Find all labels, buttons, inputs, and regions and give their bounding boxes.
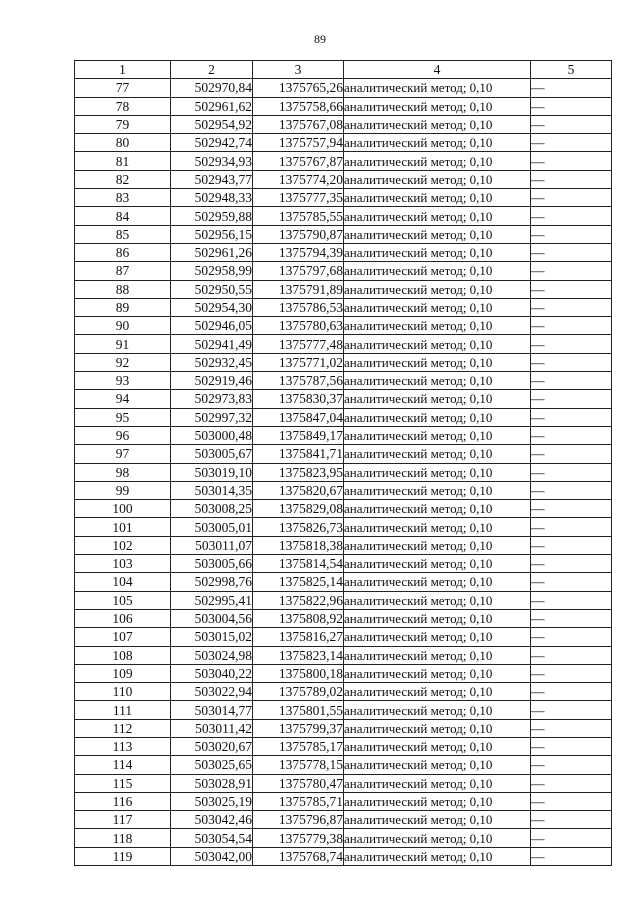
table-row [75, 134, 612, 152]
y-coordinate-cell: 1375797,68 [253, 262, 344, 280]
point-number-cell: 101 [75, 518, 171, 536]
table-row [75, 115, 612, 133]
x-coordinate-cell: 503011,07 [171, 536, 253, 554]
table-row [75, 573, 612, 591]
note-cell: — [531, 683, 612, 701]
table-row [75, 207, 612, 225]
y-coordinate-cell: 1375767,08 [253, 115, 344, 133]
table-row [75, 390, 612, 408]
x-coordinate-cell: 502961,62 [171, 97, 253, 115]
point-number-cell: 118 [75, 829, 171, 847]
table-row [75, 97, 612, 115]
y-coordinate-cell: 1375794,39 [253, 243, 344, 261]
method-accuracy-cell: аналитический метод; 0,10 [344, 500, 531, 518]
x-coordinate-cell: 503019,10 [171, 463, 253, 481]
table-row [75, 829, 612, 847]
point-number-cell: 89 [75, 298, 171, 316]
point-number-cell: 97 [75, 445, 171, 463]
table-row [75, 646, 612, 664]
x-coordinate-cell: 502995,41 [171, 591, 253, 609]
method-accuracy-cell: аналитический метод; 0,10 [344, 390, 531, 408]
point-number-cell: 91 [75, 335, 171, 353]
point-number-cell: 103 [75, 555, 171, 573]
x-coordinate-cell: 502954,92 [171, 115, 253, 133]
y-coordinate-cell: 1375785,17 [253, 737, 344, 755]
y-coordinate-cell: 1375818,38 [253, 536, 344, 554]
column-header-1: 1 [75, 61, 171, 79]
note-cell: — [531, 225, 612, 243]
note-cell: — [531, 628, 612, 646]
y-coordinate-cell: 1375823,95 [253, 463, 344, 481]
table-row [75, 683, 612, 701]
method-accuracy-cell: аналитический метод; 0,10 [344, 79, 531, 97]
x-coordinate-cell: 503040,22 [171, 664, 253, 682]
table-row [75, 79, 612, 97]
y-coordinate-cell: 1375777,48 [253, 335, 344, 353]
point-number-cell: 87 [75, 262, 171, 280]
method-accuracy-cell: аналитический метод; 0,10 [344, 207, 531, 225]
x-coordinate-cell: 502942,74 [171, 134, 253, 152]
method-accuracy-cell: аналитический метод; 0,10 [344, 426, 531, 444]
table-row [75, 463, 612, 481]
y-coordinate-cell: 1375791,89 [253, 280, 344, 298]
table-row [75, 298, 612, 316]
note-cell: — [531, 243, 612, 261]
point-number-cell: 84 [75, 207, 171, 225]
x-coordinate-cell: 503025,19 [171, 792, 253, 810]
table-row [75, 792, 612, 810]
note-cell: — [531, 555, 612, 573]
x-coordinate-cell: 502943,77 [171, 170, 253, 188]
point-number-cell: 106 [75, 609, 171, 627]
x-coordinate-cell: 503005,01 [171, 518, 253, 536]
note-cell: — [531, 737, 612, 755]
coordinates-table [74, 60, 612, 866]
method-accuracy-cell: аналитический метод; 0,10 [344, 481, 531, 499]
note-cell: — [531, 152, 612, 170]
method-accuracy-cell: аналитический метод; 0,10 [344, 225, 531, 243]
y-coordinate-cell: 1375800,18 [253, 664, 344, 682]
page-number: 89 [314, 32, 326, 46]
method-accuracy-cell: аналитический метод; 0,10 [344, 317, 531, 335]
method-accuracy-cell: аналитический метод; 0,10 [344, 335, 531, 353]
x-coordinate-cell: 502950,55 [171, 280, 253, 298]
method-accuracy-cell: аналитический метод; 0,10 [344, 591, 531, 609]
y-coordinate-cell: 1375778,15 [253, 756, 344, 774]
method-accuracy-cell: аналитический метод; 0,10 [344, 737, 531, 755]
method-accuracy-cell: аналитический метод; 0,10 [344, 811, 531, 829]
note-cell: — [531, 774, 612, 792]
point-number-cell: 115 [75, 774, 171, 792]
x-coordinate-cell: 502959,88 [171, 207, 253, 225]
point-number-cell: 81 [75, 152, 171, 170]
y-coordinate-cell: 1375841,71 [253, 445, 344, 463]
table-row [75, 481, 612, 499]
point-number-cell: 92 [75, 353, 171, 371]
table-row [75, 811, 612, 829]
x-coordinate-cell: 502973,83 [171, 390, 253, 408]
x-coordinate-cell: 503000,48 [171, 426, 253, 444]
table-row [75, 225, 612, 243]
x-coordinate-cell: 502934,93 [171, 152, 253, 170]
y-coordinate-cell: 1375820,67 [253, 481, 344, 499]
y-coordinate-cell: 1375780,63 [253, 317, 344, 335]
table-row [75, 170, 612, 188]
note-cell: — [531, 353, 612, 371]
note-cell: — [531, 719, 612, 737]
y-coordinate-cell: 1375829,08 [253, 500, 344, 518]
point-number-cell: 82 [75, 170, 171, 188]
table-row [75, 280, 612, 298]
note-cell: — [531, 207, 612, 225]
method-accuracy-cell: аналитический метод; 0,10 [344, 719, 531, 737]
column-header-5: 5 [531, 61, 612, 79]
table-row [75, 262, 612, 280]
method-accuracy-cell: аналитический метод; 0,10 [344, 463, 531, 481]
method-accuracy-cell: аналитический метод; 0,10 [344, 683, 531, 701]
point-number-cell: 119 [75, 847, 171, 865]
method-accuracy-cell: аналитический метод; 0,10 [344, 829, 531, 847]
note-cell: — [531, 792, 612, 810]
y-coordinate-cell: 1375785,71 [253, 792, 344, 810]
method-accuracy-cell: аналитический метод; 0,10 [344, 445, 531, 463]
x-coordinate-cell: 502948,33 [171, 189, 253, 207]
point-number-cell: 114 [75, 756, 171, 774]
point-number-cell: 90 [75, 317, 171, 335]
table-row [75, 335, 612, 353]
x-coordinate-cell: 503014,35 [171, 481, 253, 499]
method-accuracy-cell: аналитический метод; 0,10 [344, 262, 531, 280]
x-coordinate-cell: 503008,25 [171, 500, 253, 518]
x-coordinate-cell: 503025,65 [171, 756, 253, 774]
point-number-cell: 117 [75, 811, 171, 829]
point-number-cell: 104 [75, 573, 171, 591]
method-accuracy-cell: аналитический метод; 0,10 [344, 298, 531, 316]
note-cell: — [531, 335, 612, 353]
table-row [75, 372, 612, 390]
x-coordinate-cell: 503024,98 [171, 646, 253, 664]
x-coordinate-cell: 503011,42 [171, 719, 253, 737]
note-cell: — [531, 518, 612, 536]
y-coordinate-cell: 1375822,96 [253, 591, 344, 609]
x-coordinate-cell: 503015,02 [171, 628, 253, 646]
point-number-cell: 85 [75, 225, 171, 243]
method-accuracy-cell: аналитический метод; 0,10 [344, 115, 531, 133]
method-accuracy-cell: аналитический метод; 0,10 [344, 792, 531, 810]
table-row [75, 628, 612, 646]
x-coordinate-cell: 503014,77 [171, 701, 253, 719]
note-cell: — [531, 298, 612, 316]
note-cell: — [531, 811, 612, 829]
note-cell: — [531, 134, 612, 152]
point-number-cell: 108 [75, 646, 171, 664]
point-number-cell: 77 [75, 79, 171, 97]
table-row [75, 518, 612, 536]
y-coordinate-cell: 1375758,66 [253, 97, 344, 115]
point-number-cell: 110 [75, 683, 171, 701]
table-row [75, 408, 612, 426]
y-coordinate-cell: 1375825,14 [253, 573, 344, 591]
y-coordinate-cell: 1375808,92 [253, 609, 344, 627]
table-row [75, 243, 612, 261]
point-number-cell: 109 [75, 664, 171, 682]
table-row [75, 664, 612, 682]
x-coordinate-cell: 503004,56 [171, 609, 253, 627]
note-cell: — [531, 646, 612, 664]
x-coordinate-cell: 503005,67 [171, 445, 253, 463]
method-accuracy-cell: аналитический метод; 0,10 [344, 170, 531, 188]
y-coordinate-cell: 1375757,94 [253, 134, 344, 152]
y-coordinate-cell: 1375847,04 [253, 408, 344, 426]
x-coordinate-cell: 503028,91 [171, 774, 253, 792]
y-coordinate-cell: 1375789,02 [253, 683, 344, 701]
table-row [75, 500, 612, 518]
note-cell: — [531, 280, 612, 298]
note-cell: — [531, 372, 612, 390]
note-cell: — [531, 847, 612, 865]
x-coordinate-cell: 502958,99 [171, 262, 253, 280]
note-cell: — [531, 445, 612, 463]
point-number-cell: 79 [75, 115, 171, 133]
table-row [75, 353, 612, 371]
point-number-cell: 96 [75, 426, 171, 444]
y-coordinate-cell: 1375790,87 [253, 225, 344, 243]
point-number-cell: 80 [75, 134, 171, 152]
x-coordinate-cell: 502970,84 [171, 79, 253, 97]
note-cell: — [531, 79, 612, 97]
table-row [75, 445, 612, 463]
method-accuracy-cell: аналитический метод; 0,10 [344, 408, 531, 426]
y-coordinate-cell: 1375849,17 [253, 426, 344, 444]
y-coordinate-cell: 1375796,87 [253, 811, 344, 829]
y-coordinate-cell: 1375768,74 [253, 847, 344, 865]
y-coordinate-cell: 1375779,38 [253, 829, 344, 847]
table-row [75, 847, 612, 865]
point-number-cell: 94 [75, 390, 171, 408]
method-accuracy-cell: аналитический метод; 0,10 [344, 243, 531, 261]
table-row [75, 609, 612, 627]
note-cell: — [531, 426, 612, 444]
point-number-cell: 95 [75, 408, 171, 426]
x-coordinate-cell: 502998,76 [171, 573, 253, 591]
y-coordinate-cell: 1375826,73 [253, 518, 344, 536]
method-accuracy-cell: аналитический метод; 0,10 [344, 774, 531, 792]
method-accuracy-cell: аналитический метод; 0,10 [344, 134, 531, 152]
method-accuracy-cell: аналитический метод; 0,10 [344, 152, 531, 170]
point-number-cell: 112 [75, 719, 171, 737]
x-coordinate-cell: 502932,45 [171, 353, 253, 371]
method-accuracy-cell: аналитический метод; 0,10 [344, 701, 531, 719]
point-number-cell: 83 [75, 189, 171, 207]
method-accuracy-cell: аналитический метод; 0,10 [344, 573, 531, 591]
method-accuracy-cell: аналитический метод; 0,10 [344, 280, 531, 298]
note-cell: — [531, 481, 612, 499]
note-cell: — [531, 701, 612, 719]
table-row [75, 536, 612, 554]
y-coordinate-cell: 1375830,37 [253, 390, 344, 408]
y-coordinate-cell: 1375765,26 [253, 79, 344, 97]
table-row [75, 591, 612, 609]
note-cell: — [531, 536, 612, 554]
note-cell: — [531, 609, 612, 627]
point-number-cell: 102 [75, 536, 171, 554]
method-accuracy-cell: аналитический метод; 0,10 [344, 555, 531, 573]
method-accuracy-cell: аналитический метод; 0,10 [344, 518, 531, 536]
table-row [75, 774, 612, 792]
table-row [75, 719, 612, 737]
y-coordinate-cell: 1375774,20 [253, 170, 344, 188]
table-row [75, 317, 612, 335]
note-cell: — [531, 189, 612, 207]
table-body [75, 79, 612, 866]
method-accuracy-cell: аналитический метод; 0,10 [344, 756, 531, 774]
table-row [75, 189, 612, 207]
table-row [75, 152, 612, 170]
y-coordinate-cell: 1375767,87 [253, 152, 344, 170]
point-number-cell: 88 [75, 280, 171, 298]
column-header-4: 4 [344, 61, 531, 79]
note-cell: — [531, 664, 612, 682]
x-coordinate-cell: 502941,49 [171, 335, 253, 353]
method-accuracy-cell: аналитический метод; 0,10 [344, 609, 531, 627]
note-cell: — [531, 829, 612, 847]
y-coordinate-cell: 1375771,02 [253, 353, 344, 371]
note-cell: — [531, 317, 612, 335]
x-coordinate-cell: 503020,67 [171, 737, 253, 755]
point-number-cell: 105 [75, 591, 171, 609]
method-accuracy-cell: аналитический метод; 0,10 [344, 97, 531, 115]
note-cell: — [531, 390, 612, 408]
note-cell: — [531, 170, 612, 188]
y-coordinate-cell: 1375787,56 [253, 372, 344, 390]
note-cell: — [531, 500, 612, 518]
x-coordinate-cell: 502919,46 [171, 372, 253, 390]
method-accuracy-cell: аналитический метод; 0,10 [344, 847, 531, 865]
x-coordinate-cell: 503042,46 [171, 811, 253, 829]
method-accuracy-cell: аналитический метод; 0,10 [344, 628, 531, 646]
point-number-cell: 99 [75, 481, 171, 499]
note-cell: — [531, 262, 612, 280]
note-cell: — [531, 97, 612, 115]
x-coordinate-cell: 503054,54 [171, 829, 253, 847]
x-coordinate-cell: 502956,15 [171, 225, 253, 243]
point-number-cell: 113 [75, 737, 171, 755]
table-row [75, 756, 612, 774]
x-coordinate-cell: 503022,94 [171, 683, 253, 701]
y-coordinate-cell: 1375785,55 [253, 207, 344, 225]
table-row [75, 701, 612, 719]
y-coordinate-cell: 1375780,47 [253, 774, 344, 792]
method-accuracy-cell: аналитический метод; 0,10 [344, 664, 531, 682]
y-coordinate-cell: 1375814,54 [253, 555, 344, 573]
note-cell: — [531, 591, 612, 609]
note-cell: — [531, 573, 612, 591]
point-number-cell: 111 [75, 701, 171, 719]
y-coordinate-cell: 1375801,55 [253, 701, 344, 719]
x-coordinate-cell: 502997,32 [171, 408, 253, 426]
method-accuracy-cell: аналитический метод; 0,10 [344, 646, 531, 664]
table-row [75, 426, 612, 444]
table-row [75, 737, 612, 755]
note-cell: — [531, 115, 612, 133]
x-coordinate-cell: 503005,66 [171, 555, 253, 573]
method-accuracy-cell: аналитический метод; 0,10 [344, 536, 531, 554]
point-number-cell: 116 [75, 792, 171, 810]
note-cell: — [531, 463, 612, 481]
y-coordinate-cell: 1375799,37 [253, 719, 344, 737]
point-number-cell: 86 [75, 243, 171, 261]
point-number-cell: 78 [75, 97, 171, 115]
x-coordinate-cell: 502954,30 [171, 298, 253, 316]
note-cell: — [531, 756, 612, 774]
y-coordinate-cell: 1375786,53 [253, 298, 344, 316]
method-accuracy-cell: аналитический метод; 0,10 [344, 372, 531, 390]
x-coordinate-cell: 503042,00 [171, 847, 253, 865]
column-header-2: 2 [171, 61, 253, 79]
method-accuracy-cell: аналитический метод; 0,10 [344, 189, 531, 207]
table-row [75, 555, 612, 573]
x-coordinate-cell: 502946,05 [171, 317, 253, 335]
point-number-cell: 93 [75, 372, 171, 390]
point-number-cell: 107 [75, 628, 171, 646]
column-header-3: 3 [253, 61, 344, 79]
y-coordinate-cell: 1375816,27 [253, 628, 344, 646]
y-coordinate-cell: 1375777,35 [253, 189, 344, 207]
table-header-row [75, 61, 612, 79]
point-number-cell: 98 [75, 463, 171, 481]
method-accuracy-cell: аналитический метод; 0,10 [344, 353, 531, 371]
y-coordinate-cell: 1375823,14 [253, 646, 344, 664]
x-coordinate-cell: 502961,26 [171, 243, 253, 261]
note-cell: — [531, 408, 612, 426]
point-number-cell: 100 [75, 500, 171, 518]
